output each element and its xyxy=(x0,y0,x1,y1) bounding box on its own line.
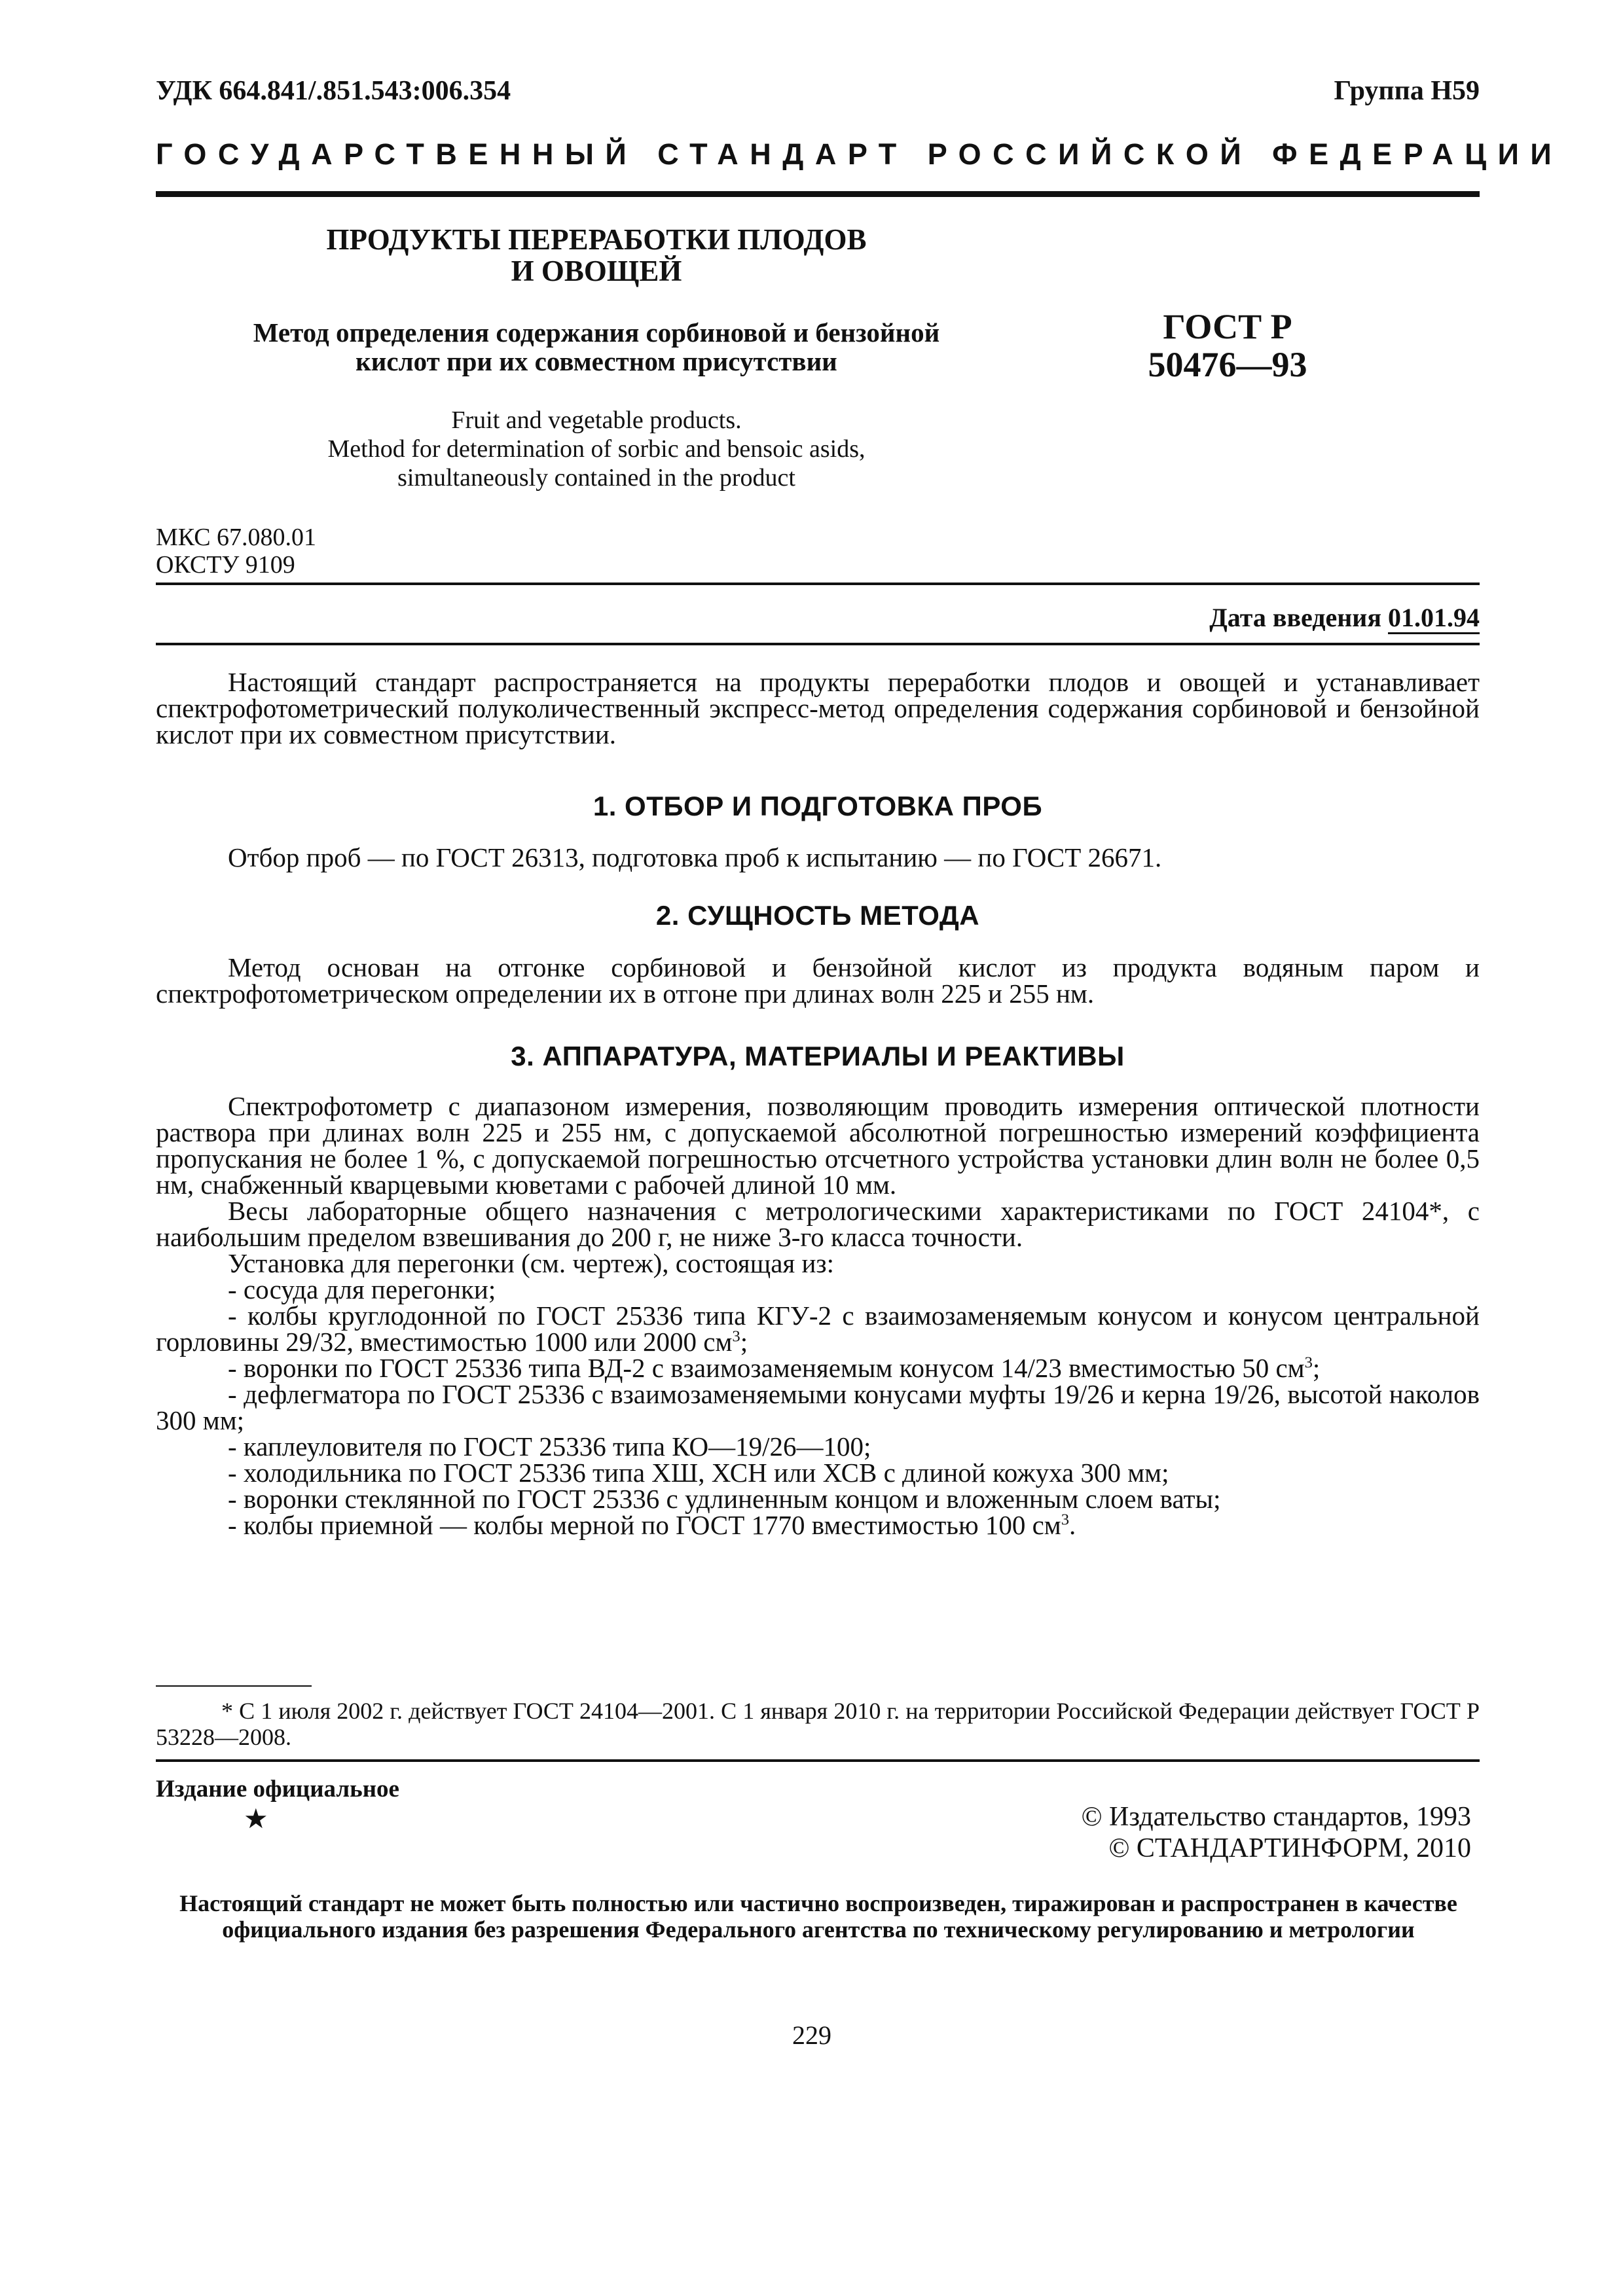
title-line-1: ПРОДУКТЫ ПЕРЕРАБОТКИ ПЛОДОВ xyxy=(326,223,867,256)
subtitle-line-1: Метод определения содержания сорбиновой и бензойной xyxy=(253,317,940,348)
section-2-text: Метод основан на отгонке сорбиновой и бензойной кислот из продукта водяным паром и спектрофотометрическом определении их в отгоне при длинах волн 225 и 255 нм. xyxy=(156,952,1480,1009)
english-line-2: Method for determination of sorbic and bensoic asids, xyxy=(327,435,866,463)
list-item: - дефлегматора по ГОСТ 25336 с взаимозаменяемыми конусами муфты 19/26 и керна 19/26, высотой наколов 300 мм; xyxy=(156,1379,1480,1435)
footer-rule xyxy=(156,1759,1480,1762)
list-item: - холодильника по ГОСТ 25336 типа ХШ, ХСН или ХСВ с длиной кожуха 300 мм; xyxy=(228,1458,1169,1488)
section-2-body xyxy=(156,954,1480,1007)
intro-paragraph: Настоящий стандарт распространяется на продукты переработки плодов и овощей и устанавливает спектрофотометрический полуколичественный экспресс-метод определения содержания сорбиновой и бензойной кислот при их совместном присутствии. xyxy=(156,667,1480,749)
english-line-3: simultaneously contained in the product xyxy=(397,464,795,492)
udk-code: УДК 664.841/.851.543:006.354 xyxy=(156,76,511,106)
section-3-body xyxy=(156,1093,1480,1538)
copyright-line-2: © СТАНДАРТИНФОРМ, 2010 xyxy=(1108,1833,1471,1863)
footnote-rule xyxy=(156,1685,312,1687)
title-block xyxy=(156,224,1037,287)
footnote-text: * С 1 июля 2002 г. действует ГОСТ 24104—2001. С 1 января 2010 г. на территории Российской Федерации действует ГОСТ Р 53228—2008. xyxy=(156,1698,1480,1750)
section-1-body xyxy=(156,844,1480,870)
date-rule xyxy=(156,643,1480,645)
title-line-2: И ОВОЩЕЙ xyxy=(511,255,682,287)
gost-prefix: ГОСТ Р xyxy=(1163,307,1292,346)
section-3-paragraph-3: Установка для перегонки (см. чертеж), состоящая из: xyxy=(228,1248,835,1278)
list-item: - колбы круглодонной по ГОСТ 25336 типа КГУ-2 с взаимозаменяемым конусом и конусом центральной горловины 29/32, вместимостью 1000 или 2000 $см^3$; xyxy=(156,1300,1480,1357)
footnote xyxy=(156,1698,1480,1750)
gost-number xyxy=(1074,308,1381,384)
reproduction-notice: Настоящий стандарт не может быть полностью или частично воспроизведен, тиражирован и распространен в качестве официального издания без разрешения Федерального агентства по техническому регулированию и метрологии xyxy=(179,1890,1457,1943)
intro-block xyxy=(156,669,1480,747)
list-item: - сосуда для перегонки; xyxy=(228,1274,496,1304)
section-1-heading: 1. ОТБОР И ПОДГОТОВКА ПРОБ xyxy=(593,791,1043,821)
codes-rule xyxy=(156,583,1480,585)
copyright-block xyxy=(1082,1801,1471,1864)
list-item: - воронки стеклянной по ГОСТ 25336 с удлиненным концом и вложенным слоем ваты; xyxy=(228,1484,1221,1514)
copyright-line-1: © Издательство стандартов, 1993 xyxy=(1081,1802,1471,1832)
mks-code: МКС 67.080.01 xyxy=(156,524,317,551)
introduction-date-value: 01.01.94 xyxy=(1388,603,1480,634)
list-item: - каплеуловителя по ГОСТ 25336 типа КО—19/26—100; xyxy=(228,1431,871,1462)
subtitle-block xyxy=(156,318,1037,376)
star-icon: ★ xyxy=(244,1804,268,1835)
group-code: Группа Н59 xyxy=(1334,76,1480,106)
list-item: - колбы приемной — колбы мерной по ГОСТ 1770 вместимостью 100 $см^3$. xyxy=(228,1510,1076,1540)
header-rule xyxy=(156,191,1480,197)
section-1-text: Отбор проб — по ГОСТ 26313, подготовка проб к испытанию — по ГОСТ 26671. xyxy=(228,842,1162,872)
section-2-heading: 2. СУЩНОСТЬ МЕТОДА xyxy=(655,900,980,931)
list-item: - воронки по ГОСТ 25336 типа ВД-2 с взаимозаменяемым конусом 14/23 вместимостью 50 $см^3$; xyxy=(228,1353,1321,1383)
section-3-paragraph-1: Спектрофотометр с диапазоном измерения, позволяющим проводить измерения оптической плотности раствора при длинах волн 225 и 255 нм, с допускаемой абсолютной погрешностью измерений коэффициента пропускания не более 1 %, с допускаемой погрешностью отсчетного устройства установки длин волн не более 0,5 нм, снабженный кварцевыми кюветами с рабочей длиной 10 мм. xyxy=(156,1091,1480,1200)
classifier-codes xyxy=(156,524,316,579)
subtitle-line-2: кислот при их совместном присутствии xyxy=(356,346,837,376)
english-line-1: Fruit and vegetable products. xyxy=(451,406,742,434)
official-edition-label: Издание официальное xyxy=(156,1776,399,1803)
introduction-date-label: Дата введения xyxy=(1209,603,1381,632)
gost-code: 50476—93 xyxy=(1148,345,1307,384)
okstu-code: ОКСТУ 9109 xyxy=(156,551,295,579)
section-3-paragraph-2: Весы лабораторные общего назначения с метрологическими характеристиками по ГОСТ 24104*, с наибольшим пределом взвешивания до 200 г, не ниже 3-го класса точности. xyxy=(156,1196,1480,1252)
page-number: 229 xyxy=(792,2020,831,2050)
state-standard-banner: ГОСУДАРСТВЕННЫЙ СТАНДАРТ РОССИЙСКОЙ ФЕДЕРАЦИИ xyxy=(156,137,1563,171)
english-title xyxy=(156,406,1037,492)
section-3-heading: 3. АППАРАТУРА, МАТЕРИАЛЫ И РЕАКТИВЫ xyxy=(511,1041,1125,1071)
introduction-date xyxy=(1209,602,1480,633)
apparatus-list xyxy=(156,1276,1480,1538)
